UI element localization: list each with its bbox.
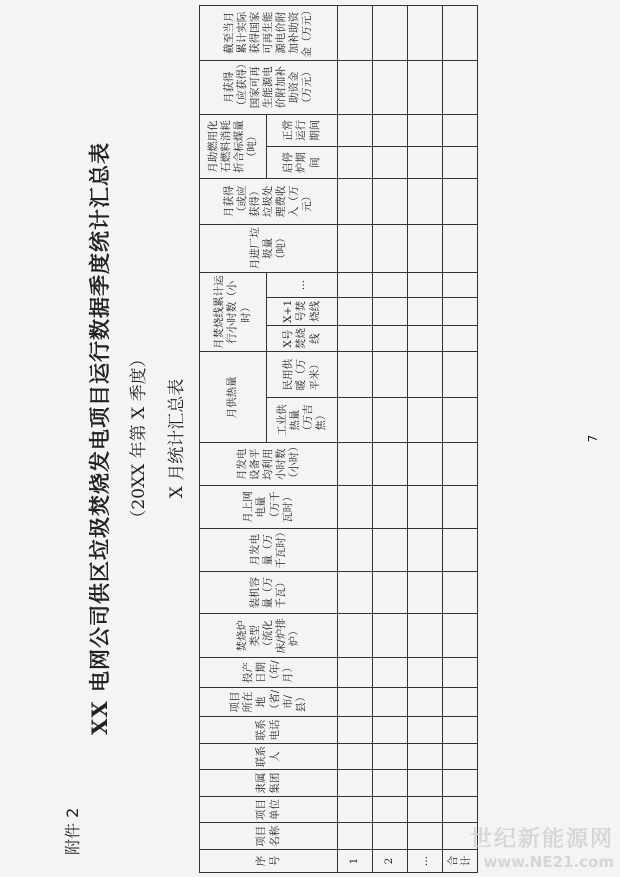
header-contact: 联系人 bbox=[200, 743, 338, 770]
header-subsidy-month: 月获得（应获得）国家可再生能源电价附加补助资金（万元） bbox=[200, 60, 338, 114]
header-line-x1: X+1号焚烧线 bbox=[267, 297, 338, 325]
header-line-x: X号焚烧线 bbox=[267, 325, 338, 352]
header-subsidy-cumulative: 截至当月累计实际获得国家可再生能源电价附加补助资金（万元） bbox=[200, 6, 338, 61]
header-generation: 月发电量（万千瓦时） bbox=[200, 528, 338, 571]
header-heat-supply: 月供热量 bbox=[200, 352, 267, 443]
watermark-name: 世纪新能源网 bbox=[469, 827, 614, 852]
header-line-more: … bbox=[267, 273, 338, 298]
table-row bbox=[373, 6, 408, 873]
watermark bbox=[470, 822, 614, 871]
header-grid-energy: 月上网电量（万千瓦时） bbox=[200, 486, 338, 529]
header-aux-normal: 正常运行期间 bbox=[267, 114, 338, 146]
attachment-label: 附件 2 bbox=[63, 807, 82, 855]
document-title: XX 电网公司供区垃圾焚烧发电项目运行数据季度统计汇总表 bbox=[87, 142, 112, 735]
header-parent-group: 隶属集团 bbox=[200, 770, 338, 797]
row-label: 合计 bbox=[443, 849, 478, 872]
header-waste-in: 月进厂垃圾量（吨） bbox=[200, 224, 338, 272]
header-aux-startup: 启停炉期间 bbox=[267, 147, 338, 179]
row-label: 2 bbox=[373, 849, 408, 872]
header-heat-civil: 民用供暖（万平米） bbox=[267, 352, 338, 397]
header-furnace-type: 焚烧炉类型（流化床/炉排炉） bbox=[200, 614, 338, 658]
table-row bbox=[443, 6, 478, 873]
header-project-name: 项目名称 bbox=[200, 823, 338, 850]
header-line-hours: 月焚烧线累计运行小时数（小时） bbox=[200, 273, 267, 352]
page-number: 7 bbox=[586, 434, 600, 443]
table-title: X 月统计汇总表 bbox=[167, 378, 187, 499]
header-utilization-hours: 月发电设备平均利用小时数（小时） bbox=[200, 443, 338, 486]
watermark-url: www.NE21.com bbox=[483, 853, 614, 871]
row-label: … bbox=[408, 849, 443, 872]
header-project-unit: 项目单位 bbox=[200, 796, 338, 823]
header-capacity: 装机容量（万千瓦） bbox=[200, 571, 338, 614]
table-row bbox=[408, 6, 443, 873]
header-seq: 序号 bbox=[200, 849, 338, 872]
header-commission-date: 投产日期（年/月） bbox=[200, 658, 338, 688]
header-phone: 联系电话 bbox=[200, 717, 338, 744]
row-label: 1 bbox=[338, 849, 373, 872]
statistics-table bbox=[199, 5, 478, 873]
header-aux-fuel: 月助燃用化石燃料消耗折合标煤量（吨） bbox=[200, 114, 267, 178]
header-location: 项目所在地（省/市/县） bbox=[200, 687, 338, 717]
document-subtitle: （20XX 年第 X 季度） bbox=[129, 350, 149, 527]
header-heat-industrial: 工业供热量（万吉焦） bbox=[267, 397, 338, 442]
table-row bbox=[338, 6, 373, 873]
header-disposal-fee: 月获得（或应获得）垃圾处理费收入（万元） bbox=[200, 179, 338, 224]
